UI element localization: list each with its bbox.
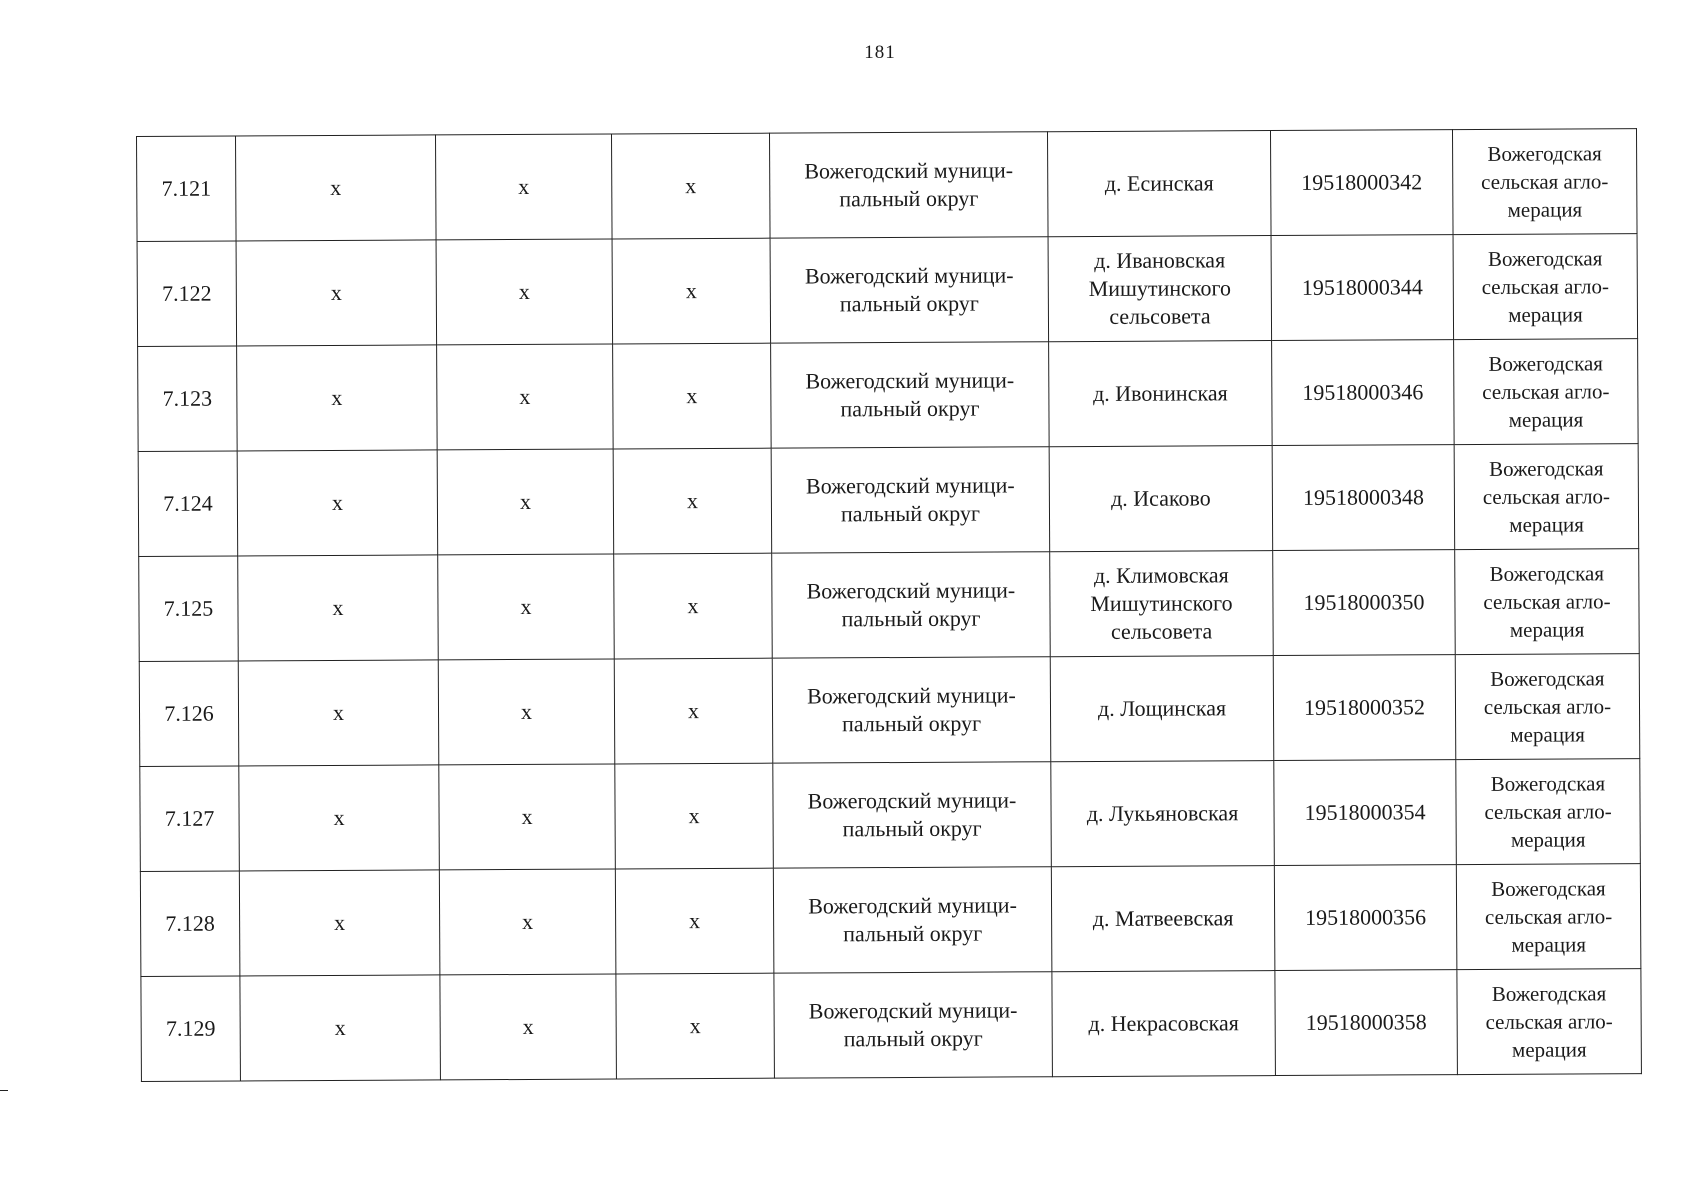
oktmo-code-cell: 19518000358 (1275, 970, 1458, 1076)
district-name-cell (772, 552, 1051, 658)
row-number-cell: 7.125 (139, 556, 239, 662)
x-mark-cell: x (615, 868, 774, 974)
district-name-line: пальный округ (843, 1025, 983, 1052)
x-mark-cell: x (237, 450, 438, 556)
row-number-cell: 7.127 (140, 766, 240, 872)
district-name-cell (773, 867, 1052, 973)
agglomeration-name-cell (1457, 969, 1642, 1075)
row-number-cell: 7.124 (138, 451, 238, 557)
agglomeration-name-line: Вожегодская (1488, 351, 1603, 376)
district-name-line: пальный округ (842, 710, 982, 737)
agglomeration-name-line: сельская агло- (1483, 694, 1612, 719)
oktmo-code-cell: 19518000356 (1274, 865, 1457, 971)
settlement-name-line: д. Есинская (1104, 170, 1214, 196)
district-name-cell (774, 972, 1053, 1078)
district-name-cell (769, 132, 1048, 238)
x-mark-cell: x (439, 869, 616, 975)
x-mark-cell: x (614, 553, 773, 659)
agglomeration-name-line: мерация (1509, 617, 1585, 642)
row-number-cell: 7.123 (138, 346, 238, 452)
agglomeration-name-line: мерация (1510, 722, 1585, 747)
x-mark-cell: x (239, 870, 440, 976)
agglomeration-name-line: сельская агло- (1484, 904, 1613, 929)
settlement-name-line: д. Матвеевская (1092, 905, 1234, 932)
oktmo-code-cell: 19518000348 (1272, 445, 1455, 551)
agglomeration-name-line: мерация (1507, 197, 1583, 222)
district-name-line: Вожегодский муници- (807, 787, 1017, 814)
agglomeration-name-line: сельская агло- (1483, 589, 1611, 614)
agglomeration-name-line: сельская агло- (1481, 274, 1609, 299)
x-mark-cell: x (238, 660, 439, 766)
row-number-cell: 7.128 (140, 871, 240, 977)
x-mark-cell: x (239, 765, 440, 871)
table-row (140, 759, 1641, 872)
district-name-cell (773, 762, 1052, 868)
settlement-name-cell (1050, 656, 1274, 762)
table-row (137, 129, 1638, 242)
row-number-cell: 7.121 (137, 136, 237, 242)
agglomeration-name-cell (1453, 234, 1638, 340)
x-mark-cell: x (240, 975, 441, 1081)
district-name-line: Вожегодский муници- (804, 157, 1014, 184)
agglomeration-name-line: мерация (1511, 932, 1587, 957)
district-name-cell (772, 657, 1051, 763)
x-mark-cell: x (611, 133, 770, 239)
table-row (138, 444, 1639, 557)
x-mark-cell: x (438, 554, 615, 660)
settlement-name-line: Мишутинского (1088, 275, 1232, 302)
oktmo-code-cell: 19518000346 (1272, 340, 1455, 446)
table-row (139, 549, 1640, 662)
settlement-name-cell (1050, 551, 1274, 657)
district-name-cell (770, 237, 1049, 343)
settlement-name-line: д. Некрасовская (1088, 1010, 1239, 1037)
settlement-name-cell (1049, 446, 1273, 552)
agglomeration-name-line: Вожегодская (1491, 981, 1607, 1006)
settlement-name-cell (1051, 761, 1275, 867)
settlement-name-line: д. Ивановская (1094, 247, 1226, 273)
row-number-cell: 7.126 (139, 661, 239, 767)
x-mark-cell: x (436, 239, 613, 345)
oktmo-code-cell: 19518000344 (1271, 235, 1454, 341)
agglomeration-name-cell (1455, 654, 1640, 760)
table-row (141, 969, 1642, 1082)
agglomeration-name-line: Вожегодская (1490, 666, 1605, 691)
district-name-line: пальный округ (841, 605, 981, 632)
agglomeration-name-line: Вожегодская (1490, 771, 1606, 796)
table-row (140, 864, 1641, 977)
settlement-name-line: д. Лощинская (1097, 695, 1227, 721)
agglomeration-name-cell (1454, 444, 1639, 550)
agglomeration-name-line: мерация (1511, 1037, 1587, 1062)
district-name-line: пальный округ (842, 815, 982, 842)
oktmo-code-cell: 19518000354 (1274, 760, 1457, 866)
agglomeration-name-line: мерация (1508, 407, 1584, 432)
x-mark-cell: x (236, 135, 437, 241)
agglomeration-name-cell (1452, 129, 1637, 235)
district-name-line: пальный округ (839, 290, 979, 317)
settlement-name-line: д. Исаково (1111, 485, 1211, 511)
agglomeration-name-cell (1456, 864, 1641, 970)
agglomeration-name-line: мерация (1509, 512, 1584, 537)
agglomeration-name-cell (1455, 549, 1640, 655)
settlement-name-cell (1048, 236, 1272, 342)
settlement-name-line: сельсовета (1110, 618, 1213, 644)
table-row (139, 654, 1640, 767)
x-mark-cell: x (614, 658, 773, 764)
district-name-cell (771, 447, 1050, 553)
oktmo-code-cell: 19518000342 (1270, 130, 1453, 236)
row-number-cell: 7.122 (137, 241, 237, 347)
table-row (137, 234, 1638, 347)
district-name-line: Вожегодский муници- (805, 367, 1015, 394)
settlement-name-cell (1051, 866, 1275, 972)
district-name-line: Вожегодский муници- (807, 682, 1016, 709)
settlement-name-line: сельсовета (1109, 303, 1211, 329)
oktmo-code-cell: 19518000352 (1273, 655, 1456, 761)
x-mark-cell: x (440, 974, 617, 1080)
district-name-line: пальный округ (839, 185, 979, 212)
agglomeration-name-line: сельская агло- (1485, 1009, 1613, 1034)
agglomeration-name-line: сельская агло- (1482, 484, 1611, 509)
settlement-name-line: д. Климовская (1093, 562, 1229, 588)
x-mark-cell: x (437, 344, 614, 450)
district-name-line: Вожегодский муници- (808, 892, 1017, 919)
settlement-name-cell (1047, 131, 1271, 237)
page-number: 181 (864, 42, 896, 63)
agglomeration-name-line: сельская агло- (1481, 169, 1609, 194)
district-name-cell (771, 342, 1050, 448)
settlement-name-line: Мишутинского (1090, 590, 1233, 617)
x-mark-cell: x (437, 449, 614, 555)
district-name-line: пальный округ (840, 395, 980, 422)
x-mark-cell: x (616, 973, 775, 1079)
agglomeration-name-line: Вожегодская (1487, 246, 1603, 271)
x-mark-cell: x (615, 763, 774, 869)
settlement-name-line: д. Лукьяновская (1086, 800, 1239, 827)
settlement-name-cell (1052, 971, 1276, 1077)
agglomeration-name-cell (1456, 759, 1641, 865)
agglomeration-name-line: Вожегодская (1487, 141, 1602, 166)
district-name-line: Вожегодский муници- (805, 472, 1015, 499)
table-row (138, 339, 1639, 452)
agglomeration-name-line: мерация (1510, 827, 1586, 852)
row-number-cell: 7.129 (141, 976, 241, 1082)
agglomeration-name-line: Вожегодская (1489, 561, 1605, 586)
margin-mark (0, 1090, 8, 1091)
agglomeration-name-line: Вожегодская (1488, 456, 1604, 481)
district-name-line: пальный округ (843, 920, 983, 947)
x-mark-cell: x (613, 448, 772, 554)
agglomeration-name-line: сельская агло- (1482, 379, 1610, 404)
oktmo-code-cell: 19518000350 (1273, 550, 1456, 656)
x-mark-cell: x (237, 345, 438, 451)
x-mark-cell: x (612, 238, 771, 344)
x-mark-cell: x (438, 659, 615, 765)
settlement-name-cell (1049, 341, 1273, 447)
x-mark-cell: x (435, 134, 612, 240)
district-name-line: Вожегодский муници- (804, 262, 1014, 289)
x-mark-cell: x (613, 343, 772, 449)
x-mark-cell: x (238, 555, 439, 661)
x-mark-cell: x (439, 764, 616, 870)
x-mark-cell: x (236, 240, 437, 346)
settlement-name-line: д. Ивонинская (1092, 380, 1228, 406)
district-name-line: Вожегодский муници- (806, 577, 1016, 604)
agglomeration-name-line: Вожегодская (1491, 876, 1606, 901)
district-name-line: пальный округ (840, 500, 981, 527)
district-name-line: Вожегодский муници- (808, 997, 1018, 1024)
registry-table (136, 128, 1642, 1082)
agglomeration-name-line: мерация (1508, 302, 1583, 327)
agglomeration-name-cell (1454, 339, 1639, 445)
table-body (137, 129, 1642, 1082)
agglomeration-name-line: сельская агло- (1484, 799, 1612, 824)
